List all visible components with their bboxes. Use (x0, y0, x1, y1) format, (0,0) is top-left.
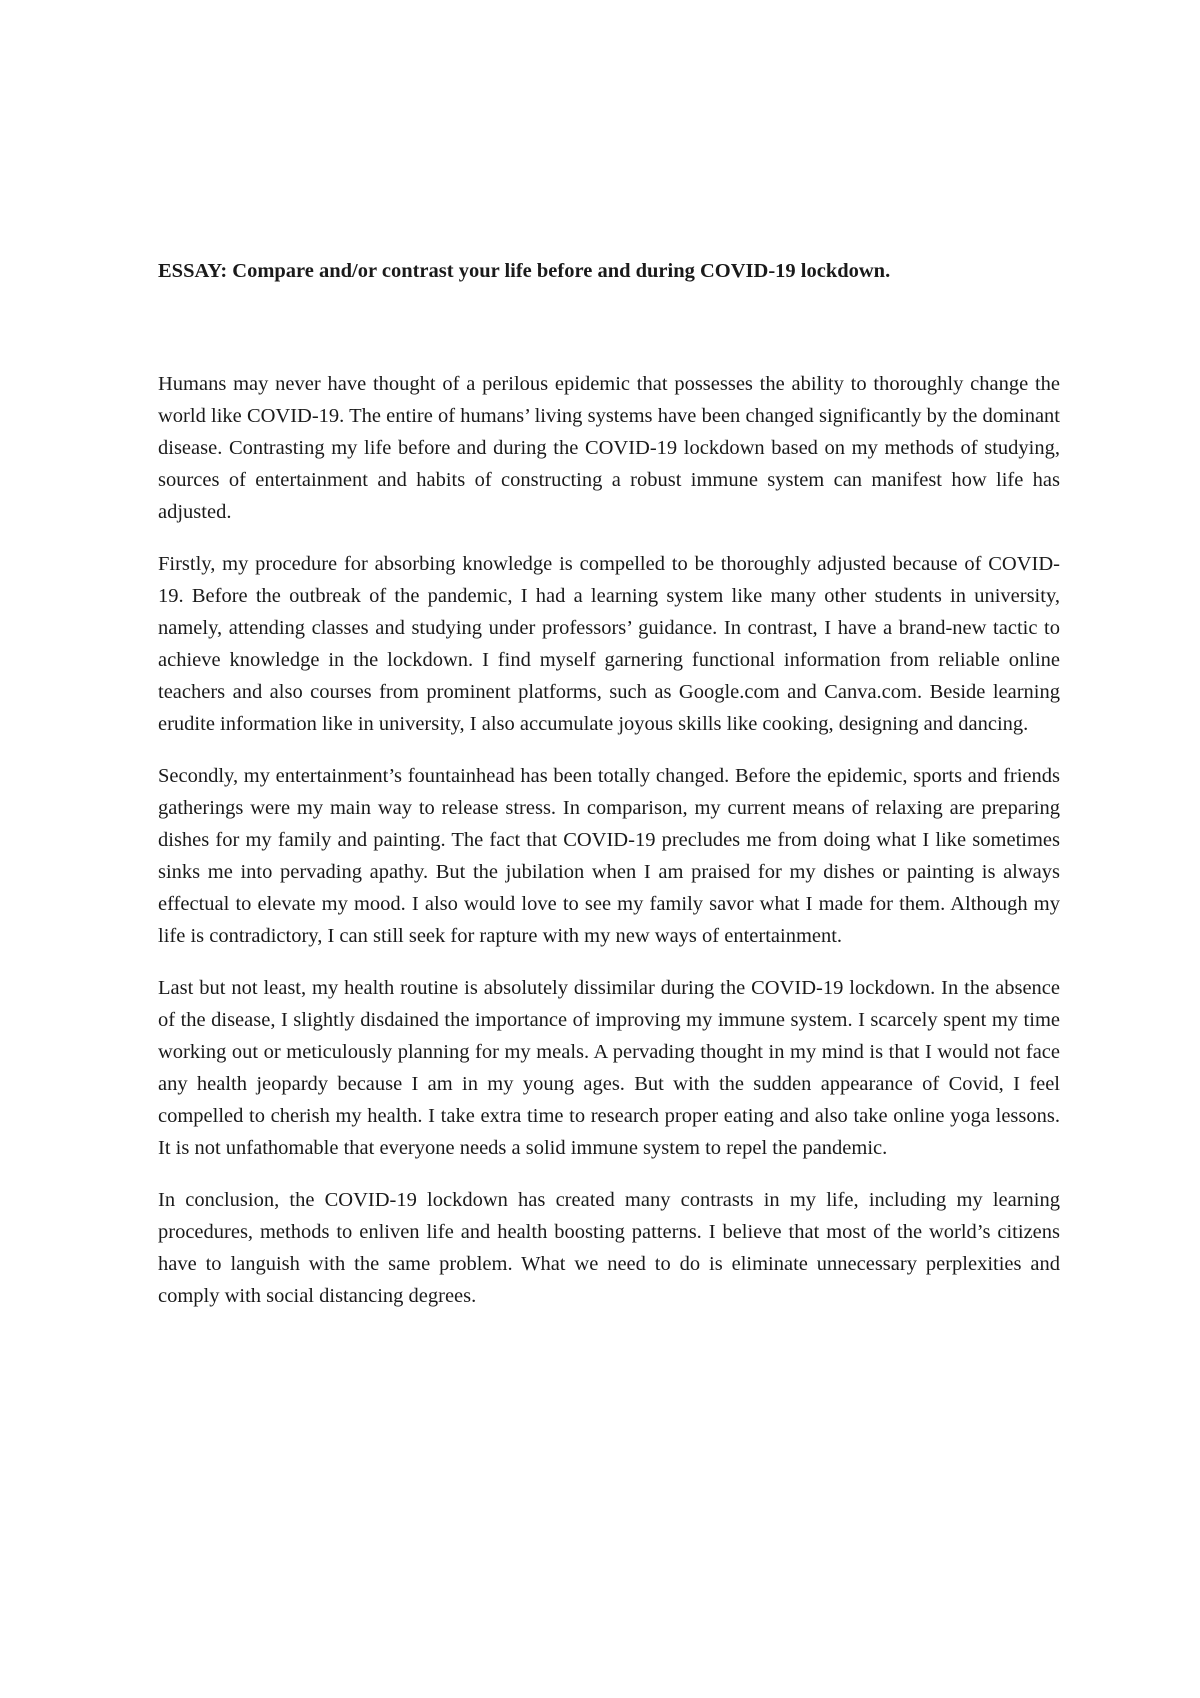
paragraph-entertainment: Secondly, my entertainment’s fountainhead has been totally changed. Before the epidemic, sports and friends gatherings were my main way to release stress. In comparison, my current means of relaxing are preparing dishes for my family and painting. The fact that COVID-19 precludes me from doing what I like sometimes sinks me into pervading apathy. But the jubilation when I am praised for my dishes or painting is always effectual to elevate my mood. I also would love to see my family savor what I made for them. Although my life is contradictory, I can still seek for rapture with my new ways of entertainment. (158, 765, 1060, 947)
paragraph-health: Last but not least, my health routine is absolutely dissimilar during the COVID-19 lockdown. In the absence of the disease, I slightly disdained the importance of improving my immune system. I scarcely spent my time working out or meticulously planning for my meals. A pervading thought in my mind is that I would not face any health jeopardy because I am in my young ages. But with the sudden appearance of Covid, I feel compelled to cherish my health. I take extra time to research proper eating and also take online yoga lessons. It is not unfathomable that everyone needs a solid immune system to repel the pandemic. (158, 977, 1060, 1159)
essay-body (158, 368, 1060, 1332)
paragraph-conclusion: In conclusion, the COVID-19 lockdown has created many contrasts in my life, including my learning procedures, methods to enliven life and health boosting patterns. I believe that most of the world’s citizens have to languish with the same problem. What we need to do is eliminate unnecessary perplexities and comply with social distancing degrees. (158, 1189, 1060, 1307)
paragraph-introduction: Humans may never have thought of a perilous epidemic that possesses the ability to thoroughly change the world like COVID-19. The entire of humans’ living systems have been changed significantly by the dominant disease. Contrasting my life before and during the COVID-19 lockdown based on my methods of studying, sources of entertainment and habits of constructing a robust immune system can manifest how life has adjusted. (158, 373, 1060, 523)
paragraph-studying: Firstly, my procedure for absorbing knowledge is compelled to be thoroughly adjusted because of COVID-19. Before the outbreak of the pandemic, I had a learning system like many other students in university, namely, attending classes and studying under professors’ guidance. In contrast, I have a brand-new tactic to achieve knowledge in the lockdown. I find myself garnering functional information from reliable online teachers and also courses from prominent platforms, such as Google.com and Canva.com. Beside learning erudite information like in university, I also accumulate joyous skills like cooking, designing and dancing. (158, 553, 1060, 735)
essay-title: ESSAY: Compare and/or contrast your life before and during COVID-19 lockdown. (158, 260, 891, 282)
